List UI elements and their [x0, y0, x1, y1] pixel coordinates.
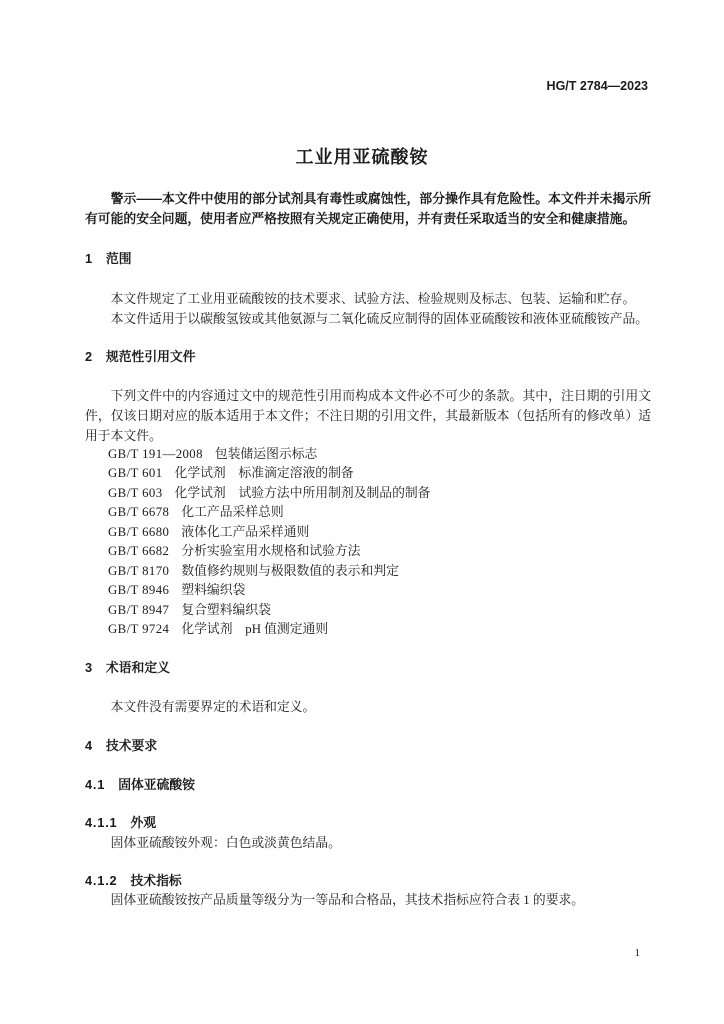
reference-item	[85, 620, 651, 639]
reference-title: 复合塑料编织袋	[181, 602, 271, 617]
section-1-body	[85, 289, 651, 329]
section-title: 范围	[105, 251, 132, 266]
section-title: 技术要求	[105, 738, 158, 753]
subsection-number: 4.1	[85, 777, 106, 792]
section-3-heading	[85, 658, 651, 678]
section-number: 3	[85, 660, 93, 675]
reference-title: 塑料编织袋	[181, 583, 246, 598]
section-title: 术语和定义	[105, 660, 170, 675]
section-number: 4	[85, 738, 93, 753]
document-title: 工业用亚硫酸铵	[295, 147, 429, 167]
page-number: 1	[634, 947, 640, 959]
reference-item	[85, 581, 651, 600]
reference-code: GB/T 8946	[108, 583, 170, 598]
reference-item	[85, 542, 651, 561]
subsection-4-1-2-body	[85, 890, 651, 910]
reference-title: 化工产品采样总则	[181, 505, 284, 520]
paragraph: 固体亚硫酸铵外观：白色或淡黄色结晶。	[110, 836, 341, 850]
reference-title: 包装储运图示标志	[214, 447, 318, 461]
reference-title: 数值修约规则与极限数值的表示和判定	[181, 563, 399, 578]
reference-title: 化学试剂 试验方法中所用制剂及制品的制备	[174, 485, 431, 500]
reference-code: GB/T 8170	[108, 563, 170, 578]
reference-code: GB/T 191—2008	[108, 447, 203, 461]
standard-number: HG/T 2784—2023	[546, 79, 648, 93]
paragraph: 本文件没有需要界定的术语和定义。	[110, 700, 316, 714]
reference-item	[85, 464, 651, 483]
paragraph: 本文件规定了工业用亚硫酸铵的技术要求、试验方法、检验规则及标志、包装、运输和贮存。	[110, 292, 636, 306]
subsection-4-1-1-body	[85, 833, 651, 853]
subsection-number: 4.1.1	[85, 815, 118, 830]
warning-paragraph: 警示——本文件中使用的部分试剂具有毒性或腐蚀性，部分操作具有危险性。本文件并未揭示所有可能的安全问题，使用者应严格按照有关规定正确使用，并有责任采取适当的安全和健康措施。	[85, 191, 651, 226]
reference-list	[85, 445, 651, 640]
section-number: 1	[85, 251, 93, 266]
reference-code: GB/T 6682	[108, 544, 170, 559]
subsection-number: 4.1.2	[85, 873, 118, 888]
subsection-title: 外观	[130, 815, 157, 830]
section-3-body	[85, 697, 651, 717]
reference-code: GB/T 6680	[108, 524, 170, 539]
reference-title: 化学试剂 pH 值测定通则	[181, 622, 329, 637]
reference-item	[85, 484, 651, 503]
subsection-4-1-1-heading	[85, 813, 651, 833]
section-number: 2	[85, 349, 93, 364]
reference-code: GB/T 8947	[108, 602, 170, 617]
reference-item	[85, 445, 651, 464]
reference-item	[85, 562, 651, 581]
reference-code: GB/T 6678	[108, 505, 170, 520]
paragraph: 本文件适用于以碳酸氢铵或其他氨源与二氧化硫反应制得的固体亚硫酸铵和液体亚硫酸铵产品。	[110, 312, 649, 326]
reference-item	[85, 523, 651, 542]
reference-code: GB/T 601	[108, 466, 163, 481]
reference-title: 液体化工产品采样通则	[181, 524, 310, 539]
paragraph: 下列文件中的内容通过文中的规范性引用而构成本文件必不可少的条款。其中，注日期的引用文件，仅该日期对应的版本适用于本文件；不注日期的引用文件，其最新版本（包括所有的修改单）适用于本文件。	[85, 389, 651, 443]
reference-code: GB/T 9724	[108, 622, 170, 637]
subsection-4-1-2-heading	[85, 871, 651, 891]
section-1-heading	[85, 249, 651, 269]
reference-code: GB/T 603	[108, 485, 163, 500]
reference-item	[85, 503, 651, 522]
section-2-intro	[85, 386, 651, 446]
section-2-heading	[85, 347, 651, 367]
reference-title: 分析实验室用水规格和试验方法	[181, 544, 361, 559]
section-title: 规范性引用文件	[105, 349, 196, 364]
subsection-4-1-heading	[85, 775, 651, 795]
paragraph: 固体亚硫酸铵按产品质量等级分为一等品和合格品，其技术指标应符合表 1 的要求。	[110, 893, 585, 907]
section-4-heading	[85, 736, 651, 756]
subsection-title: 技术指标	[130, 873, 182, 888]
reference-title: 化学试剂 标准滴定溶液的制备	[174, 466, 354, 481]
reference-item	[85, 601, 651, 620]
subsection-title: 固体亚硫酸铵	[118, 777, 195, 792]
